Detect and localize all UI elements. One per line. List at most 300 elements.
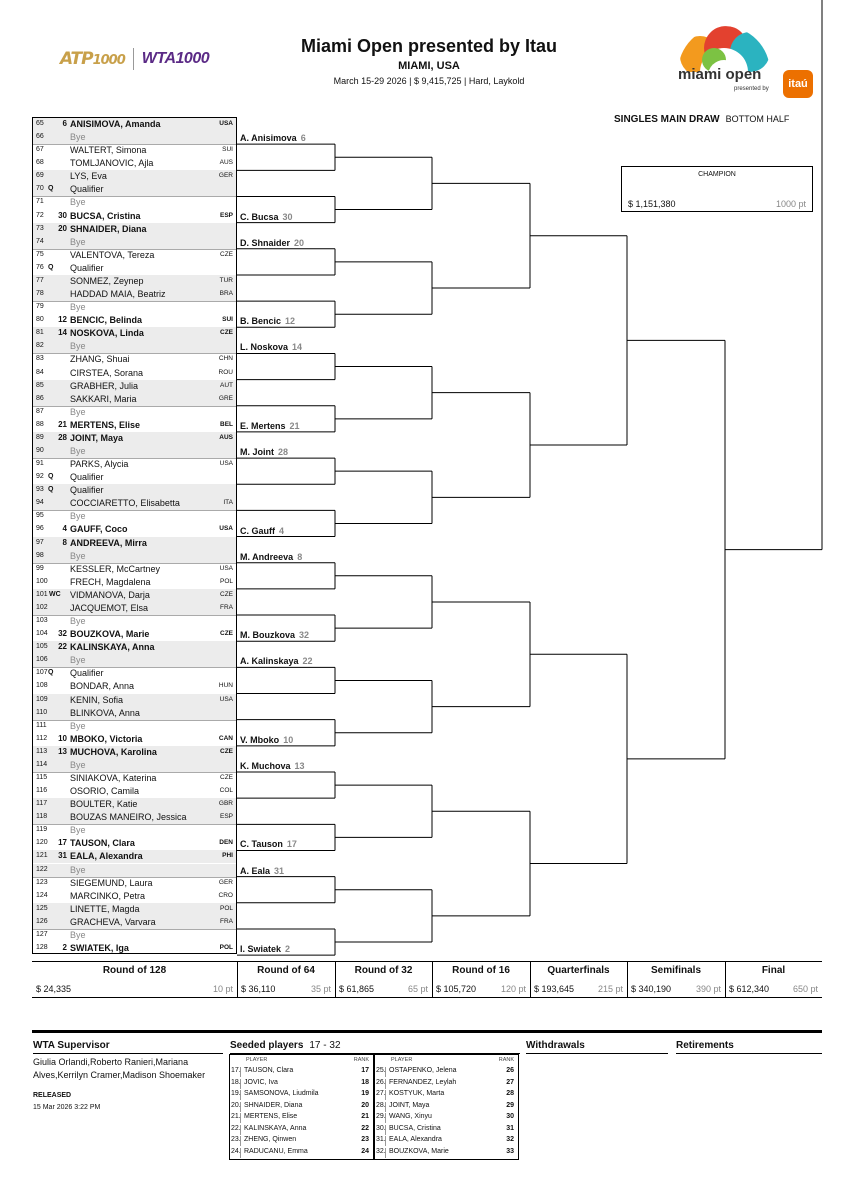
player-name: SONMEZ, Zeynep	[70, 275, 144, 286]
player-name: Bye	[70, 236, 86, 247]
draw-position: 67	[36, 146, 44, 154]
seeded-player-rank: 23	[361, 1136, 369, 1143]
r64-winner	[240, 839, 297, 849]
player-name: KESSLER, McCartney	[70, 563, 161, 574]
player-name: SINIAKOVA, Katerina	[70, 773, 157, 783]
player-name: MARCINKO, Petra	[70, 890, 146, 901]
round-prize-money: $ 612,340	[729, 984, 770, 994]
location: MIAMI, USA	[398, 60, 460, 72]
seeded-table-right	[374, 1054, 519, 1160]
player-name: Bye	[70, 720, 86, 731]
player-name: OSORIO, Camila	[70, 786, 140, 797]
seeded-player-rank: 18	[361, 1078, 369, 1086]
r64-winner	[240, 342, 302, 352]
round-separator	[530, 962, 531, 997]
seeded-player-rank: 26	[506, 1067, 514, 1074]
draw-position: 72	[36, 211, 44, 219]
player-name: ANDREEVA, Mirra	[70, 537, 147, 548]
seeded-player-row	[230, 1147, 373, 1158]
entry-tag: Q	[48, 486, 54, 494]
released-label: RELEASED	[33, 1092, 72, 1099]
draw-position: 77	[36, 276, 44, 284]
country-code: BRA	[219, 290, 233, 298]
round-points: 65 pt	[407, 984, 428, 994]
seed-index: 25.	[376, 1067, 386, 1077]
winner-name: I. Swiatek	[240, 944, 282, 955]
seeded-player-row	[230, 1124, 373, 1135]
country-code: TUR	[219, 276, 233, 284]
player-name: FRECH, Magdalena	[70, 576, 151, 587]
player-name: Bye	[70, 825, 86, 836]
country-code: ROU	[218, 368, 233, 376]
seed-index: 20.	[231, 1102, 241, 1112]
winner-seed: 22	[302, 656, 313, 667]
draw-position: 71	[36, 198, 44, 206]
draw-position: 98	[36, 551, 44, 559]
seeded-player-rank: 24	[361, 1147, 369, 1155]
draw-position: 88	[36, 420, 44, 428]
country-code: USA	[219, 525, 233, 533]
draw-position: 119	[36, 826, 48, 834]
country-code: USA	[219, 695, 233, 703]
seed-number: 12	[58, 315, 67, 325]
draw-position: 104	[36, 630, 48, 638]
seeded-player-row	[375, 1124, 518, 1135]
winner-name: C. Bucsa	[240, 211, 279, 222]
country-code: BEL	[220, 420, 233, 428]
round-points: 650 pt	[792, 984, 818, 994]
round-separator	[237, 962, 238, 997]
round-name: Quarterfinals	[547, 965, 610, 976]
seeded-player-row	[375, 1078, 518, 1089]
round-name: Semifinals	[650, 965, 702, 976]
seeded-player-row	[230, 1135, 373, 1146]
draw-position: 69	[36, 172, 44, 180]
round-prize-money: $ 340,190	[631, 984, 672, 994]
winner-name: V. Mboko	[240, 734, 280, 745]
player-name: BENCIC, Belinda	[70, 315, 143, 326]
seed-number: 14	[58, 328, 67, 338]
player-name: HADDAD MAIA, Beatriz	[70, 289, 166, 300]
draw-position: 68	[36, 159, 44, 167]
player-name: Bye	[70, 406, 86, 417]
round-cell	[32, 962, 237, 997]
draw-position: 79	[36, 303, 44, 311]
draw-position: 76	[36, 263, 44, 271]
round-separator	[335, 962, 336, 997]
round-cell	[530, 962, 627, 997]
wta-logo: WTA1000	[141, 50, 210, 67]
supervisor-underline	[33, 1053, 223, 1054]
winner-name: L. Noskova	[240, 342, 289, 353]
winner-name: M. Andreeva	[240, 551, 294, 562]
player-name: Bye	[70, 759, 86, 770]
round-name: Final	[761, 965, 786, 976]
r64-winner	[240, 526, 284, 536]
country-code: USA	[219, 460, 233, 468]
seeded-player-name: OSTAPENKO, Jelena	[389, 1067, 457, 1074]
seed-number: 8	[62, 537, 67, 547]
winner-name: K. Muchova	[240, 761, 291, 771]
draw-position: 125	[36, 904, 48, 912]
draw-position: 111	[36, 721, 47, 729]
seed-index: 24.	[231, 1148, 241, 1158]
country-code: FRA	[220, 603, 233, 611]
round-points: 35 pt	[310, 984, 331, 994]
round-prize-money: $ 61,865	[339, 984, 375, 994]
winner-seed: 12	[285, 316, 296, 327]
winner-seed: 10	[283, 734, 294, 745]
draw-position: 80	[36, 316, 44, 324]
draw-position: 108	[36, 682, 48, 690]
seeded-player-name: ZHENG, Qinwen	[244, 1136, 297, 1143]
country-code: CAN	[218, 734, 233, 742]
page-title: Miami Open presented by Itau	[300, 36, 558, 56]
draw-label: SINGLES MAIN DRAW BOTTOM HALF	[614, 114, 790, 125]
draw-position: 99	[36, 564, 44, 572]
r64-winner	[240, 133, 306, 143]
round-cell	[237, 962, 335, 997]
seeded-player-name: EALA, Alexandra	[389, 1136, 442, 1143]
rank-header: RANK	[498, 1057, 514, 1063]
r64-winner	[240, 316, 295, 326]
country-code: CZE	[220, 250, 233, 258]
country-code: GER	[218, 172, 233, 180]
r64-winner	[240, 552, 302, 562]
round-points: 10 pt	[212, 984, 233, 994]
winner-name: B. Bencic	[240, 316, 282, 327]
player-name: KENIN, Sofia	[70, 694, 124, 705]
rank-header: RANK	[353, 1057, 369, 1063]
retirements-title: Retirements	[676, 1040, 734, 1051]
round-name: Round of 64	[257, 965, 315, 976]
r64-winner	[240, 447, 288, 457]
seed-number: 20	[58, 223, 67, 233]
seeded-player-name: MERTENS, Elise	[244, 1113, 298, 1120]
player-name: BLINKOVA, Anna	[70, 707, 140, 718]
draw-position: 120	[36, 839, 48, 847]
winner-name: E. Mertens	[240, 420, 286, 431]
draw-position: 90	[36, 447, 44, 454]
seed-number: 28	[58, 432, 67, 442]
seed-number: 30	[58, 210, 67, 220]
seed-number: 10	[58, 733, 67, 743]
player-name: GAUFF, Coco	[70, 524, 128, 535]
player-name: BOUZKOVA, Marie	[70, 629, 150, 640]
draw-position: 105	[36, 643, 48, 651]
draw-position: 91	[36, 460, 44, 468]
seed-index: 31.	[376, 1136, 386, 1146]
country-code: CZE	[220, 590, 233, 598]
round-separator	[627, 962, 628, 997]
country-code: ESP	[219, 211, 233, 219]
draw-position: 102	[36, 603, 48, 611]
draw-position: 83	[36, 355, 44, 363]
country-code: CZE	[220, 630, 233, 638]
draw-position: 86	[36, 394, 44, 402]
draw-position: 66	[36, 133, 44, 141]
draw-position: 101	[36, 590, 48, 598]
country-code: POL	[219, 904, 233, 912]
draw-position: 109	[36, 695, 48, 703]
seed-number: 4	[62, 524, 67, 534]
player-name: Qualifier	[70, 184, 104, 195]
player-name: Bye	[70, 302, 86, 313]
seeded-player-row	[230, 1101, 373, 1112]
winner-seed: 32	[299, 630, 310, 641]
winner-name: C. Gauff	[240, 525, 275, 536]
seeded-player-rank: 31	[506, 1124, 514, 1132]
r64-winner	[240, 238, 304, 248]
winner-name: A. Anisimova	[240, 133, 297, 144]
country-code: GRE	[218, 394, 233, 402]
draw-position: 85	[36, 381, 44, 389]
player-name: GRABHER, Julia	[70, 380, 139, 391]
draw-position: 106	[36, 656, 48, 664]
footer-divider	[32, 1030, 822, 1033]
entry-tag: Q	[48, 185, 54, 193]
draw-position: 89	[36, 433, 44, 441]
player-name: MERTENS, Elise	[70, 419, 141, 430]
player-name: SHNAIDER, Diana	[70, 223, 147, 234]
entry-tag: Q	[48, 669, 54, 677]
winner-seed: 14	[292, 342, 303, 353]
winner-seed: 8	[297, 551, 303, 562]
withdrawals-title: Withdrawals	[526, 1040, 585, 1051]
seed-number: 31	[58, 851, 67, 861]
seed-number: 2	[62, 943, 67, 953]
round-separator	[432, 962, 433, 997]
draw-position: 116	[36, 787, 48, 795]
supervisor-title: WTA Supervisor	[33, 1040, 110, 1051]
player-name: Bye	[70, 511, 86, 522]
round-prize-money: $ 36,110	[241, 984, 276, 994]
round-prize-money: $ 193,645	[534, 984, 575, 994]
player-name: COCCIARETTO, Elisabetta	[70, 498, 180, 509]
r64-winner	[240, 421, 300, 431]
draw-position: 112	[36, 734, 48, 742]
draw-position: 128	[36, 944, 48, 952]
seed-number: 21	[58, 419, 67, 429]
player-name: Qualifier	[70, 485, 104, 496]
country-code: SUI	[222, 146, 233, 154]
r64-winner	[240, 630, 309, 640]
seed-number: 17	[58, 838, 67, 848]
country-code: ESP	[219, 813, 233, 821]
champion-money: $ 1,151,380	[628, 199, 676, 209]
seed-index: 17.	[231, 1067, 241, 1077]
player-name: TOMLJANOVIC, Ajla	[70, 158, 154, 169]
seed-index: 27.	[376, 1090, 386, 1100]
seeded-player-name: BOUZKOVA, Marie	[389, 1147, 449, 1155]
draw-position: 103	[36, 617, 48, 625]
country-code: AUS	[219, 159, 233, 167]
winner-name: A. Eala	[240, 865, 271, 876]
seeded-player-name: JOVIC, Iva	[244, 1078, 278, 1086]
winner-seed: 31	[274, 865, 285, 876]
draw-position: 115	[36, 774, 48, 781]
country-code: GBR	[218, 800, 233, 808]
seeded-title: Seeded players 17 - 32	[230, 1040, 341, 1051]
player-name: LYS, Eva	[70, 171, 107, 182]
winner-seed: 13	[294, 761, 305, 771]
player-name: Bye	[70, 197, 86, 208]
draw-position: 113	[36, 747, 48, 755]
player-name: JOINT, Maya	[70, 432, 124, 443]
round-separator	[725, 962, 726, 997]
draw-position: 127	[36, 930, 48, 938]
seeded-player-rank: 21	[361, 1113, 369, 1120]
player-name: CIRSTEA, Sorana	[70, 367, 144, 378]
draw-position: 96	[36, 525, 44, 533]
country-code: CRO	[218, 891, 233, 899]
seeded-player-row	[375, 1135, 518, 1146]
draw-position: 107	[36, 669, 48, 677]
champion-label: CHAMPION	[698, 171, 736, 178]
player-name: ZHANG, Shuai	[70, 354, 130, 365]
seeded-player-name: TAUSON, Clara	[244, 1067, 294, 1074]
player-name: LINETTE, Magda	[70, 903, 140, 914]
winner-name: C. Tauson	[240, 839, 283, 850]
draw-position: 97	[36, 538, 44, 546]
player-name: JACQUEMOT, Elsa	[70, 602, 149, 613]
winner-seed: 20	[294, 237, 305, 248]
seed-index: 19.	[231, 1090, 241, 1100]
supervisor-names: Giulia Orlandi,Roberto Ranieri,Mariana Alves,Kerrilyn Cramer,Madison Shoemaker	[33, 1057, 206, 1080]
player-name: KALINSKAYA, Anna	[70, 642, 155, 653]
seeded-player-rank: 33	[506, 1147, 514, 1155]
draw-position: 84	[36, 368, 44, 376]
round-prize-money: $ 105,720	[436, 984, 477, 994]
seed-number: 6	[62, 119, 67, 128]
presented-by-label: presented by	[734, 86, 769, 92]
draw-position: 70	[36, 185, 44, 193]
seeded-player-rank: 29	[506, 1101, 514, 1109]
entry-tag: Q	[48, 473, 54, 481]
seeded-player-rank: 30	[506, 1113, 514, 1120]
seeded-player-row	[375, 1112, 518, 1123]
seeded-player-row	[375, 1066, 518, 1077]
player-name: SIEGEMUND, Laura	[70, 877, 153, 888]
country-code: CZE	[220, 747, 233, 755]
entry-tag: WC	[49, 590, 61, 598]
seeded-player-row	[375, 1101, 518, 1112]
country-code: COL	[219, 787, 233, 795]
country-code: CHN	[218, 355, 233, 363]
draw-position: 65	[36, 120, 44, 127]
draw-position: 73	[36, 224, 44, 232]
player-name: SAKKARI, Maria	[70, 393, 137, 404]
champion-points: 1000 pt	[775, 199, 806, 209]
player-header: PLAYER	[391, 1057, 413, 1063]
seeded-player-name: SHNAIDER, Diana	[244, 1101, 303, 1109]
r64-winner	[240, 656, 313, 666]
draw-position: 126	[36, 917, 48, 925]
draw-position: 121	[36, 852, 48, 860]
draw-position: 118	[36, 813, 48, 821]
r64-winner	[240, 212, 293, 222]
draw-position: 87	[36, 407, 44, 415]
seeded-player-name: RADUCANU, Emma	[244, 1147, 308, 1155]
country-code: GER	[218, 878, 233, 886]
r64-winner	[240, 735, 293, 745]
player-name: Qualifier	[70, 262, 104, 273]
round-name: Round of 32	[354, 965, 413, 976]
round-points: 215 pt	[597, 984, 623, 994]
seed-index: 23.	[231, 1136, 241, 1146]
round-points: 120 pt	[500, 984, 526, 994]
draw-position: 114	[36, 760, 48, 768]
player-name: PARKS, Alycia	[70, 459, 129, 470]
seeded-player-rank: 28	[506, 1090, 514, 1097]
round-name: Round of 128	[102, 965, 167, 976]
player-name: MBOKO, Victoria	[70, 733, 143, 744]
winner-seed: 21	[289, 420, 300, 431]
seeded-player-name: SAMSONOVA, Liudmila	[244, 1090, 319, 1097]
seeded-player-row	[230, 1112, 373, 1123]
seed-index: 32.	[376, 1148, 386, 1158]
seed-index: 21.	[231, 1113, 241, 1123]
seed-index: 28.	[376, 1102, 386, 1112]
released-date: 15 Mar 2026 3:22 PM	[33, 1104, 101, 1111]
seed-index: 29.	[376, 1113, 386, 1123]
player-name: Qualifier	[70, 668, 104, 679]
winner-seed: 30	[282, 211, 293, 222]
player-name: Bye	[70, 929, 86, 940]
country-code: DEN	[219, 839, 233, 847]
draw-position: 123	[36, 878, 48, 886]
seeded-player-row	[230, 1089, 373, 1100]
country-code: FRA	[220, 917, 233, 925]
player-name: WALTERT, Simona	[70, 145, 147, 156]
seed-index: 18.	[231, 1079, 241, 1089]
seeded-player-name: FERNANDEZ, Leylah	[389, 1078, 457, 1086]
country-code: CZE	[220, 329, 233, 337]
seed-number: 22	[58, 642, 67, 652]
player-name: ANISIMOVA, Amanda	[70, 119, 161, 129]
winner-seed: 6	[300, 133, 306, 144]
seeded-player-name: KALINSKAYA, Anna	[244, 1124, 307, 1132]
round-cell	[335, 962, 432, 997]
retirements-underline	[676, 1053, 822, 1054]
atp-logo: ATP1000	[60, 49, 125, 69]
seeded-player-name: WANG, Xinyu	[389, 1113, 432, 1120]
draw-position: 75	[36, 250, 44, 258]
player-name: BONDAR, Anna	[70, 681, 135, 692]
country-code: USA	[219, 120, 233, 127]
player-name: EALA, Alexandra	[70, 851, 143, 862]
player-name: SWIATEK, Iga	[70, 943, 129, 954]
country-code: AUS	[219, 433, 233, 441]
draw-position: 82	[36, 342, 44, 350]
player-name: Bye	[70, 341, 86, 352]
r64-winner	[240, 761, 305, 771]
winner-seed: 28	[278, 447, 289, 458]
country-code: USA	[219, 564, 233, 572]
player-name: TAUSON, Clara	[70, 838, 135, 849]
round-prize-money: $ 24,335	[36, 984, 72, 994]
draw-position: 74	[36, 237, 44, 245]
seeded-player-rank: 19	[361, 1090, 369, 1097]
round-cell	[627, 962, 725, 997]
country-code: POL	[219, 577, 233, 585]
country-code: POL	[219, 944, 233, 952]
seed-number: 13	[58, 746, 67, 756]
player-name: Bye	[70, 864, 86, 875]
withdrawals-underline	[526, 1053, 668, 1054]
draw-position: 110	[36, 708, 48, 716]
seeded-player-name: KOSTYUK, Marta	[389, 1090, 445, 1097]
